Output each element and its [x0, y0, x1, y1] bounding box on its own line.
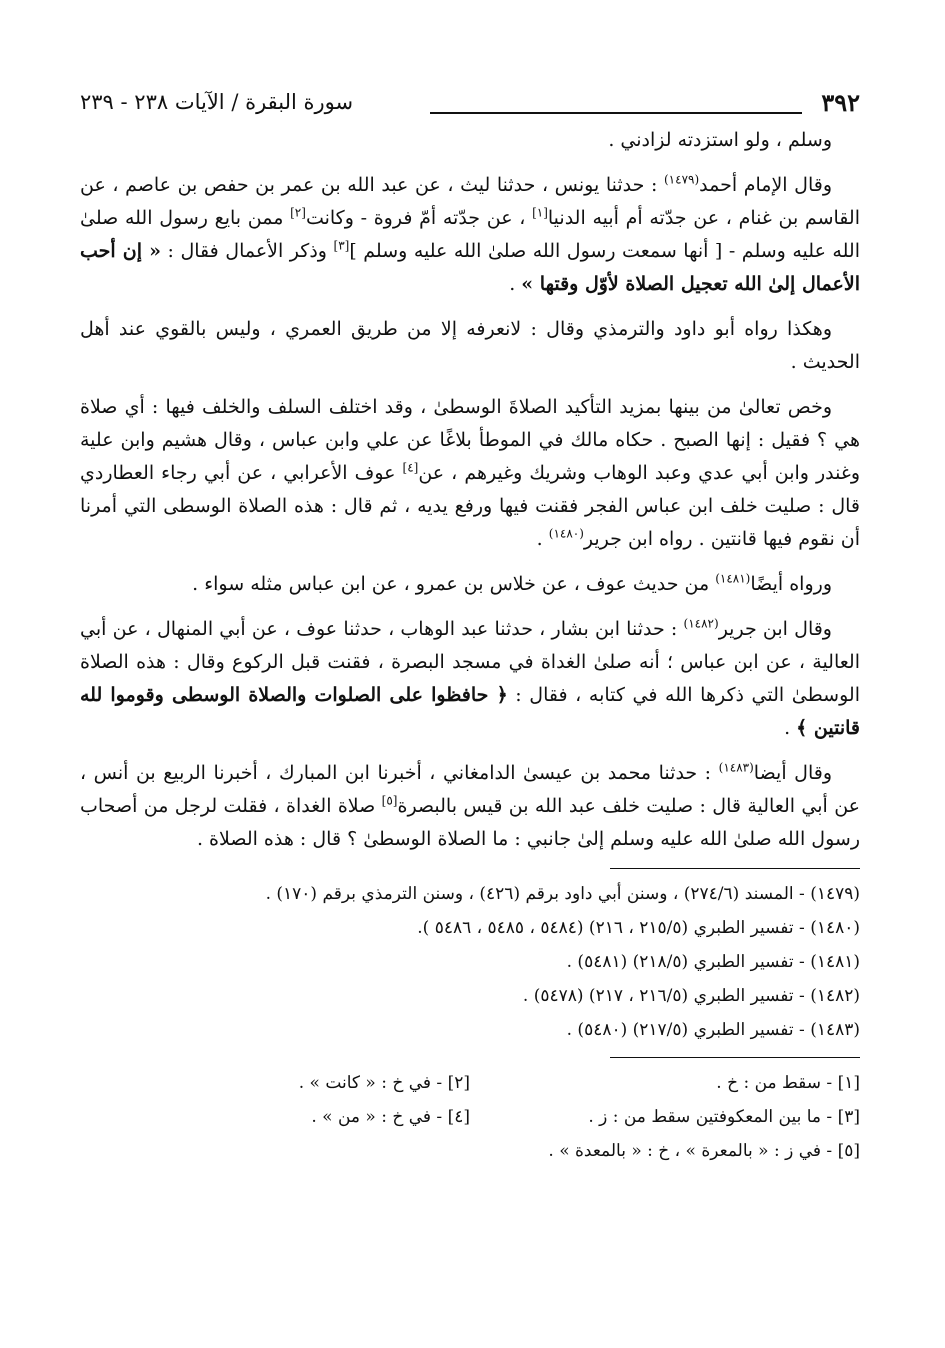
text-segment: من حديث عوف ، عن خلاس بن عمرو ، عن ابن عباس مثله سواء .	[192, 573, 716, 595]
variant-note: [٢] - في خ : « كانت » .	[298, 1073, 470, 1093]
text-segment: : حدثنا محمد بن عيسىٰ الدامغاني ، أخبرنا ابن المبارك ، أخبرنا الربيع بن أنس ، عن أبي العالية قال : صليت خلف عبد الله بن قيس بالبصرة	[80, 762, 860, 817]
footnote-marker: (١٤٨٠)	[548, 526, 584, 541]
bold-quote: « إن أحب الأعمال إلىٰ الله تعجيل الصلاة لأوّل وقتها »	[80, 240, 860, 295]
footnote-marker: (١٤٨٢)	[683, 616, 719, 631]
text-segment: وقال ابن جرير	[718, 618, 832, 640]
text-segment: .	[784, 717, 797, 739]
footnote-marker: [٢]	[290, 205, 306, 220]
text-segment: وقال الإمام أحمد	[699, 174, 832, 196]
text-segment: ممن بايع رسول الله صلىٰ الله عليه وسلم - [ أنها سمعت رسول الله صلىٰ الله عليه وسلم ]	[80, 207, 860, 262]
text-segment: وسلم ، ولو استزدته لزادني .	[608, 129, 832, 151]
paragraph	[80, 124, 860, 157]
paragraph	[80, 313, 860, 379]
variant-note: [٤] - في خ : « من » .	[311, 1107, 470, 1127]
paragraph	[80, 757, 860, 856]
body-text	[80, 124, 860, 856]
footnote: (١٤٨٢) - تفسير الطبري (٢١٦/٥ ، ٢١٧) (٥٤٧٨) .	[522, 986, 860, 1006]
text-segment: وقال أيضا	[753, 762, 832, 784]
text-segment: عوف الأعرابي ، عن أبي رجاء العطاردي قال : صليت خلف ابن عباس الفجر فقنت فيها ورفع يديه ، ثم قال : هذه الصلاة الوسطى التي أمرنا أن نقوم فيها قانتين . رواه ابن جرير	[80, 462, 860, 550]
text-segment: .	[536, 528, 549, 550]
running-title: سورة البقرة / الآيات ٢٣٨ - ٢٣٩	[80, 90, 354, 114]
variant-note: [١] - سقط من : خ .	[716, 1073, 860, 1093]
text-segment: وهكذا رواه أبو داود والترمذي وقال : لانعرفه إلا من طريق العمري ، وليس بالقوي عند أهل الحديث .	[80, 318, 860, 373]
footnotes	[80, 877, 860, 1047]
variant-note: [٣] - ما بين المعكوفتين سقط من : ز .	[588, 1107, 860, 1127]
footnote-separator	[610, 868, 860, 869]
variant-note-row	[80, 1100, 860, 1134]
page-header	[80, 84, 860, 124]
bold-quote: ﴿ حافظوا على الصلوات والصلاة الوسطى وقوموا لله قانتين ﴾	[80, 684, 860, 739]
paragraph	[80, 391, 860, 556]
text-segment: .	[509, 273, 522, 295]
variant-notes	[80, 1066, 860, 1168]
header-rule	[430, 112, 802, 114]
variant-notes-separator	[610, 1057, 860, 1058]
footnote: (١٤٨١) - تفسير الطبري (٢١٨/٥) (٥٤٨١) .	[566, 952, 860, 972]
footnote-marker: [٤]	[402, 460, 419, 475]
footnote-marker: (١٤٧٩)	[663, 172, 700, 187]
footnote-marker: [٥]	[381, 793, 398, 808]
text-segment: وخص تعالىٰ من بينها بمزيد التأكيد الصلاةَ الوسطىٰ ، وقد اختلف السلف والخلف فيها : أي صلاة هي ؟ فقيل : إنها الصبح . حكاه مالك في الموطأ بلاغًا عن علي وابن عباس ، وقال هشيم وابن علية وغندر وابن أبي عدي وعبد الوهاب وشريك وغيرهم ، عن	[80, 396, 860, 484]
footnote-marker: [١]	[532, 205, 548, 220]
footnote-marker: [٣]	[333, 238, 350, 253]
book-page	[80, 84, 860, 1168]
footnote: (١٤٧٩) - المسند (٢٧٤/٦) ، وسنن أبي داود برقم (٤٢٦) ، وسنن الترمذي برقم (١٧٠) .	[265, 884, 860, 904]
footnote: (١٤٨٠) - تفسير الطبري (٢١٥/٥ ، ٢١٦) (٥٤٨٤ ، ٥٤٨٥ ، ٥٤٨٦ ).	[417, 918, 860, 938]
text-segment: ورواه أيضًا	[750, 573, 832, 595]
variant-note: [٥] - في ز : « بالمعرة » ، خ : « بالمعدة » .	[548, 1141, 860, 1161]
text-segment: ، عن جدّته أمّ فروة - وكانت	[305, 207, 533, 229]
paragraph	[80, 613, 860, 745]
paragraph	[80, 169, 860, 301]
text-segment: : حدثنا ابن بشار ، حدثنا عبد الوهاب ، حدثنا عوف ، عن أبي المنهال ، عن أبي العالية ، عن ابن عباس ؛ أنه صلىٰ الغداة في مسجد البصرة ، فقنت قبل الركوع وقال : هذه الصلاة الوسطىٰ التي ذكرها الله في كتابه ، فقال :	[80, 618, 860, 706]
footnote-marker: (١٤٨١)	[715, 571, 751, 586]
text-segment: صلاة الغداة ، فقلت لرجل من أصحاب رسول الله صلىٰ الله عليه وسلم إلىٰ جانبي : ما الصلاة الوسطىٰ ؟ قال : هذه الصلاة .	[80, 795, 860, 850]
variant-note-row	[80, 1134, 860, 1168]
text-segment: وذكر الأعمال فقال :	[161, 240, 334, 262]
footnote: (١٤٨٣) - تفسير الطبري (٢١٧/٥) (٥٤٨٠) .	[566, 1020, 860, 1040]
paragraph	[80, 568, 860, 601]
page-number: ٣٩٢	[821, 88, 860, 117]
footnote-marker: (١٤٨٣)	[718, 760, 754, 775]
text-segment: : حدثنا يونس ، حدثنا ليث ، عن عبد الله بن عمر بن حفص بن عاصم ، عن القاسم بن غنام ، عن جدّته أم أبيه الدنيا	[80, 174, 860, 229]
variant-note-row	[80, 1066, 860, 1100]
